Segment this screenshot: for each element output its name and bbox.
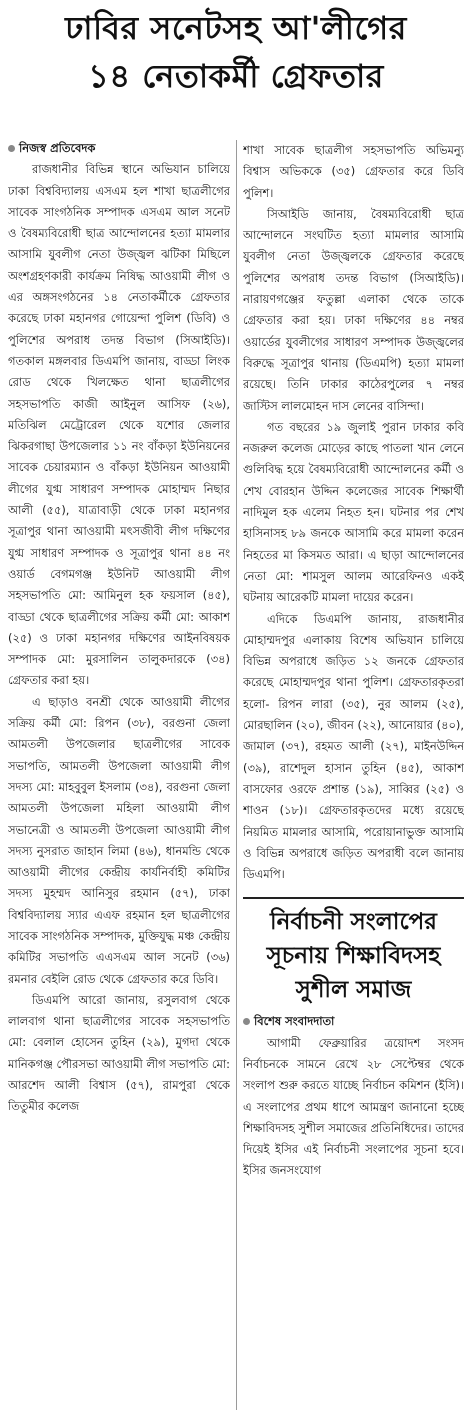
article-paragraph: শাখা সাবেক ছাত্রলীগ সহসভাপতি অভিমন্যু বিশ্বাস অভিককে (৩৫) গ্রেফতার করে ডিবি পুলিশ। [243, 143, 464, 200]
second-headline-line-2: সূচনায় শিক্ষাবিদসহ [266, 943, 441, 970]
second-article-headline [243, 897, 464, 1007]
main-headline-line-1: ঢাবির সনেটসহ আ'লীগের [65, 9, 407, 47]
second-headline-line-3: সুশীল সমাজ [295, 977, 412, 1004]
column-divider [236, 140, 237, 1410]
article-paragraph: এদিকে ডিএমপি জানায়, রাজধানীর মোহাম্মদপুর এলাকায় বিশেষ অভিযান চালিয়ে বিভিন্ন অপরাধে জড়িত ১২ জনকে গ্রেফতার করেছে মোহাম্মদপুর থানা পুলিশ। গ্রেফতারকৃতরা হলো- রিপন লারা (৩৫), নুর আলম (২৫), মোরছালিন (২০), জীবন (২২), আনোয়ার (৪০), জামাল (৩৭), রহমত আলী (২৭), মাইনউদ্দিন (৩৯), রাশেদুল হাসান তুহিন (৪৫), আকাশ বাসফোর ওরফে প্রশান্ত (১৯), সাব্বির (২৫) ও শাওন (১৮)। গ্রেফতারকৃতদের মধ্যে রয়েছে নিয়মিত মামলার আসামি, পরোয়ানাভুক্ত আসামি ও বিভিন্ন অপরাধে জড়িত অপরাধী বলে জানায় ডিএমপি। [243, 611, 464, 882]
main-headline [6, 4, 466, 100]
article-paragraph: এ ছাড়াও বনশ্রী থেকে আওয়ামী লীগের সক্রিয় কর্মী মো: রিপন (৩৮), বরগুনা জেলা আমতলী উপজেলার ছাত্রলীগের সাবেক সভাপতি, আমতলী উপজেলা আওয়ামী লীগ সদস্য মো: মাহবুবুল ইসলাম (৩৪), বরগুনা জেলা আমতলী উপজেলা মহিলা আওয়ামী লীগ সভানেত্রী ও আমতলী উপজেলা আওয়ামী লীগ সদস্য নুসরাত জাহান লিমা (৪৬), ধানমন্ডি থেকে আওয়ামী লীগের কেন্দ্রীয় কার্যনির্বাহী কমিটির সদস্য মুহম্মদ আনিসুর রহমান (৫৭), ঢাকা বিশ্ববিদ্যালয় স্যার এএফ রহমান হল ছাত্রলীগের সাবেক সাংগঠনিক সম্পাদক, মুক্তিযুদ্ধ মঞ্চ কেন্দ্রীয় কমিটির সভাপতি এএসএম আল সনেট (৩৬) রমনার বেইলি রোড থেকে গ্রেফতার করে ডিবি। [8, 694, 230, 986]
article-byline [8, 138, 230, 159]
byline-text: বিশেষ সংবাদদাতা [254, 1014, 335, 1029]
article-paragraph: গত বছরের ১৯ জুলাই পুরান ঢাকার কবি নজরুল কলেজ মোড়ের কাছে পাতলা খান লেনে গুলিবিদ্ধ হয়ে বৈষম্যবিরোধী আন্দোলনের কর্মী ও শেখ বোরহান উদ্দিন কলেজের সাবেক শিক্ষার্থী নাদিমুল হক এলেম নিহত হন। ঘটনার পর শেখ হাসিনাসহ ৮৯ জনকে আসামি করে মামলা করেন নিহতের মা কিসমত আরা। এ ছাড়া আন্দোলনের নেতা মো: শামসুল আলম আরেফিনও একই ঘটনায় আরেকটি মামলা দায়ের করেন। [243, 419, 464, 605]
bullet-icon [243, 1018, 250, 1025]
article-paragraph: ডিএমপি আরো জানায়, রসুলবাগ থেকে লালবাগ থানা ছাত্রলীগের সাবেক সহসভাপতি মো: বেলাল হোসেন তুহিন (২৯), মুগদা থেকে মানিকগঞ্জ পৌরসভা আওয়ামী লীগ সভাপতি মো: আরশেদ আলী বিশ্বাস (৫৭), রামপুরা থেকে তিতুমীর কলেজ [8, 992, 230, 1114]
main-headline-line-2: ১৪ নেতাকর্মী গ্রেফতার [88, 57, 384, 95]
second-headline-line-1: নির্বাচনী সংলাপের [270, 909, 437, 936]
article-paragraph: আগামী ফেব্রুয়ারির ত্রয়োদশ সংসদ নির্বাচনকে সামনে রেখে ২৮ সেপ্টেম্বর থেকে সংলাপ শুরু করতে যাচ্ছে নির্বাচন কমিশন (ইসি)। এ সংলাপের প্রথম ধাপে আমন্ত্রণ জানানো হচ্ছে শিক্ষাবিদসহ সুশীল সমাজের প্রতিনিধিদের। তাদের দিয়েই ইসির এই নির্বাচনী সংলাপের সূচনা হবে। ইসির জনসংযোগ [243, 1035, 464, 1178]
article-left-column [8, 138, 230, 1414]
byline-text: নিজস্ব প্রতিবেদক [19, 141, 96, 155]
second-article-byline [243, 1011, 464, 1032]
article-paragraph: রাজধানীর বিভিন্ন স্থানে অভিযান চালিয়ে ঢাকা বিশ্ববিদ্যালয় এসএম হল শাখা ছাত্রলীগের সাবেক সাংগঠনিক সম্পাদক এসএম আল সনেট ও বৈষম্যবিরোধী ছাত্র আন্দোলনের হত্যা মামলার আসামি যুবলীগ নেতা উজ্জ্বল ঝটিকা মিছিলে অংশগ্রহণকারী কার্যক্রম নিষিদ্ধ আওয়ামী লীগ ও এর অঙ্গসংগঠনের ১৪ নেতাকর্মীকে গ্রেফতার করেছে ঢাকা মহানগর গোয়েন্দা পুলিশ (ডিবি) ও পুলিশের অপরাধ তদন্ত বিভাগ (সিআইডি)। গতকাল মঙ্গলবার ডিএমপি জানায়, বাড্ডা লিংক রোড থেকে খিলক্ষেত থানা ছাত্রলীগের সহসভাপতি কাজী আইনুল আসিফ (২৬), মতিঝিল মেট্রোরেল থেকে যশোর জেলার ঝিকরগাছা উপজেলার ১১ নং বাঁকড়া ইউনিয়নের সাবেক চেয়ারম্যান ও বাঁকড়া ইউনিয়ন আওয়ামী লীগের যুগ্ম সাধারণ সম্পাদক মোহাম্মদ নিছার আলী (৫৫), যাত্রাবাড়ী থেকে ঢাকা মহানগর সূত্রাপুর থানা আওয়ামী মৎসজীবী লীগ দক্ষিণের যুগ্ম সাধারণ সম্পাদক ও সূত্রাপুর থানা ৪৪ নং ওয়ার্ড বেগমগঞ্জ ইউনিট আওয়ামী লীগ সহসভাপতি মো: আমিনুল হক ফয়সাল (৪৫), বাড্ডা থেকে ছাত্রলীগের সক্রিয় কর্মী মো: আকাশ (২৫) ও ঢাকা মহানগর দক্ষিণের আইনবিষয়ক সম্পাদক মো: মুরসালিন তালুকদারকে (৩৪) গ্রেফতার করা হয়। [8, 162, 230, 688]
bullet-icon [8, 145, 15, 152]
article-right-column [243, 140, 464, 1416]
article-paragraph: সিআইডি জানায়, বৈষম্যবিরোধী ছাত্র আন্দোলনে সংঘটিত হত্যা মামলার আসামি যুবলীগ নেতা উজ্জ্বলকে গ্রেফতার করেছে পুলিশের অপরাধ তদন্ত বিভাগ (সিআইডি)। নারায়ণগঞ্জের ফতুল্লা এলাকা থেকে তাকে গ্রেফতার করা হয়। ঢাকা দক্ষিণের ৪৪ নম্বর ওয়ার্ডের যুবলীগের সাধারণ সম্পাদক উজ্জ্বলের বিরুদ্ধে সূত্রাপুর থানায় (ডিএমপি) হত্যা মামলা রয়েছে। তিনি ঢাকার কাঠেরপুলের ৭ নম্বর জাস্টিস লালমোহন দাস লেনের বাসিন্দা। [243, 206, 464, 413]
